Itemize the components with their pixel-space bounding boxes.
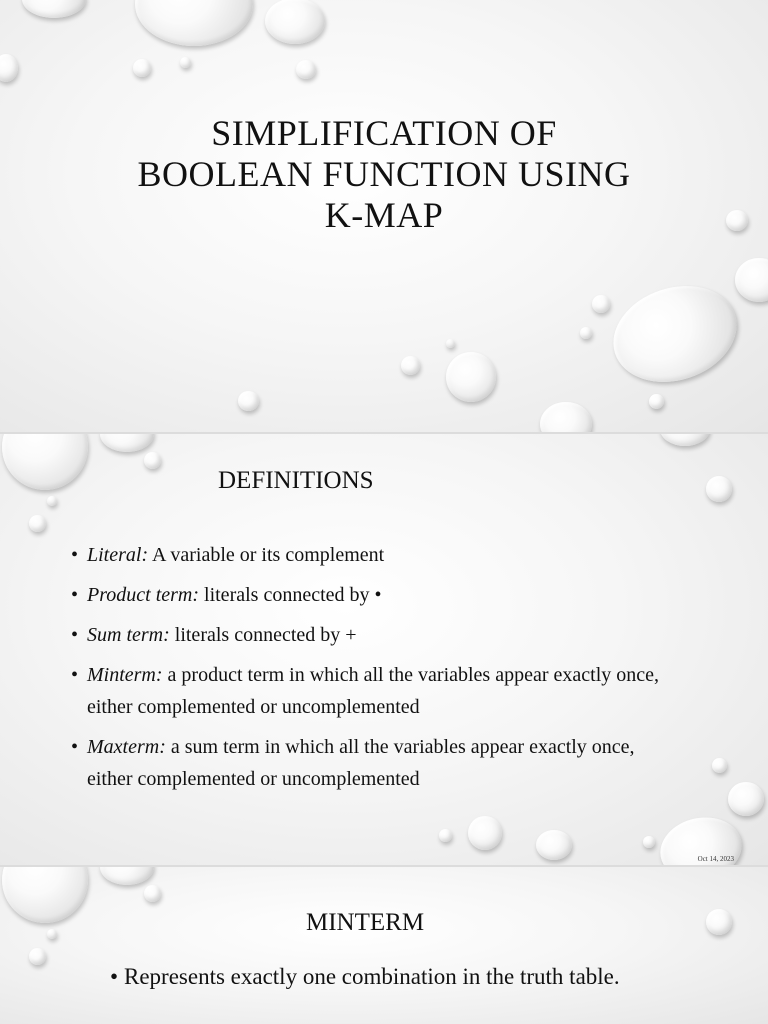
- water-drop-decoration: [706, 476, 732, 502]
- minterm-slide: [0, 867, 768, 1024]
- water-drop-decoration: [601, 271, 749, 397]
- water-drop-decoration: [649, 394, 664, 409]
- title-line: BOOLEAN FUNCTION USING: [137, 154, 631, 194]
- water-drop-decoration: [133, 59, 151, 77]
- water-drop-decoration: [180, 57, 191, 68]
- definition-text: a sum term in which all the variables appear exactly once, either complemented or uncomplemented: [87, 736, 635, 790]
- water-drop-decoration: [728, 782, 764, 816]
- water-drop-decoration: [580, 327, 592, 339]
- water-drop-decoration: [22, 0, 86, 18]
- definition-term: Maxterm:: [87, 736, 166, 758]
- definition-text: A variable or its complement: [148, 544, 385, 566]
- definition-term: Literal:: [87, 544, 149, 566]
- water-drop-decoration: [401, 356, 420, 375]
- title-slide: [0, 0, 768, 432]
- definitions-slide: [0, 434, 768, 865]
- definition-term: Sum term:: [87, 624, 170, 646]
- list-item-text: Represents exactly one combination in the truth table.: [124, 964, 620, 989]
- slide-title: [100, 113, 668, 236]
- water-drop-decoration: [660, 434, 710, 446]
- water-drop-decoration: [238, 391, 259, 411]
- water-drop-decoration: [2, 434, 88, 490]
- water-drop-decoration: [643, 836, 655, 848]
- bullet-marker: •: [71, 584, 79, 606]
- water-drop-decoration: [592, 295, 610, 313]
- water-drop-decoration: [726, 210, 748, 231]
- definition-text: a product term in which all the variables appear exactly once, either complemented or uncomplemented: [87, 664, 660, 718]
- water-drop-decoration: [540, 402, 592, 432]
- water-drop-decoration: [100, 434, 154, 452]
- definition-term: Product term:: [87, 584, 200, 606]
- water-drop-decoration: [135, 0, 253, 46]
- slide-heading: MINTERM: [306, 909, 425, 936]
- bullet-marker: •: [71, 624, 79, 646]
- definition-list: [71, 539, 661, 803]
- definition-text: literals connected by •: [199, 584, 382, 606]
- water-drop-decoration: [536, 830, 572, 860]
- bullet-marker: •: [110, 964, 119, 989]
- water-drop-decoration: [468, 816, 502, 850]
- title-line: K-MAP: [324, 195, 444, 235]
- list-item: [71, 539, 661, 571]
- water-drop-decoration: [2, 867, 88, 923]
- slide-date: Oct 14, 2023: [697, 855, 734, 863]
- bullet-marker: •: [71, 736, 79, 758]
- bullet-marker: •: [71, 664, 79, 686]
- water-drop-decoration: [439, 829, 452, 842]
- definition-term: Minterm:: [87, 664, 163, 686]
- water-drop-decoration: [144, 452, 161, 469]
- bullet-marker: •: [71, 544, 79, 566]
- water-drop-decoration: [735, 258, 768, 302]
- slide-heading: DEFINITIONS: [218, 467, 374, 494]
- list-item: [71, 579, 661, 611]
- water-drop-decoration: [47, 929, 57, 939]
- list-item: [71, 619, 661, 651]
- title-line: SIMPLIFICATION OF: [211, 113, 557, 153]
- water-drop-decoration: [144, 885, 161, 902]
- water-drop-decoration: [47, 496, 57, 506]
- water-drop-decoration: [265, 0, 325, 44]
- definition-text: literals connected by +: [169, 624, 357, 646]
- water-drop-decoration: [706, 909, 732, 935]
- minterm-list: [110, 963, 650, 991]
- water-drop-decoration: [296, 60, 316, 79]
- list-item: [110, 963, 650, 991]
- water-drop-decoration: [0, 54, 18, 82]
- water-drop-decoration: [29, 515, 46, 532]
- list-item: [71, 659, 661, 723]
- water-drop-decoration: [446, 352, 496, 402]
- water-drop-decoration: [446, 339, 455, 348]
- water-drop-decoration: [29, 948, 46, 965]
- water-drop-decoration: [712, 758, 727, 773]
- list-item: [71, 731, 661, 795]
- water-drop-decoration: [100, 867, 154, 885]
